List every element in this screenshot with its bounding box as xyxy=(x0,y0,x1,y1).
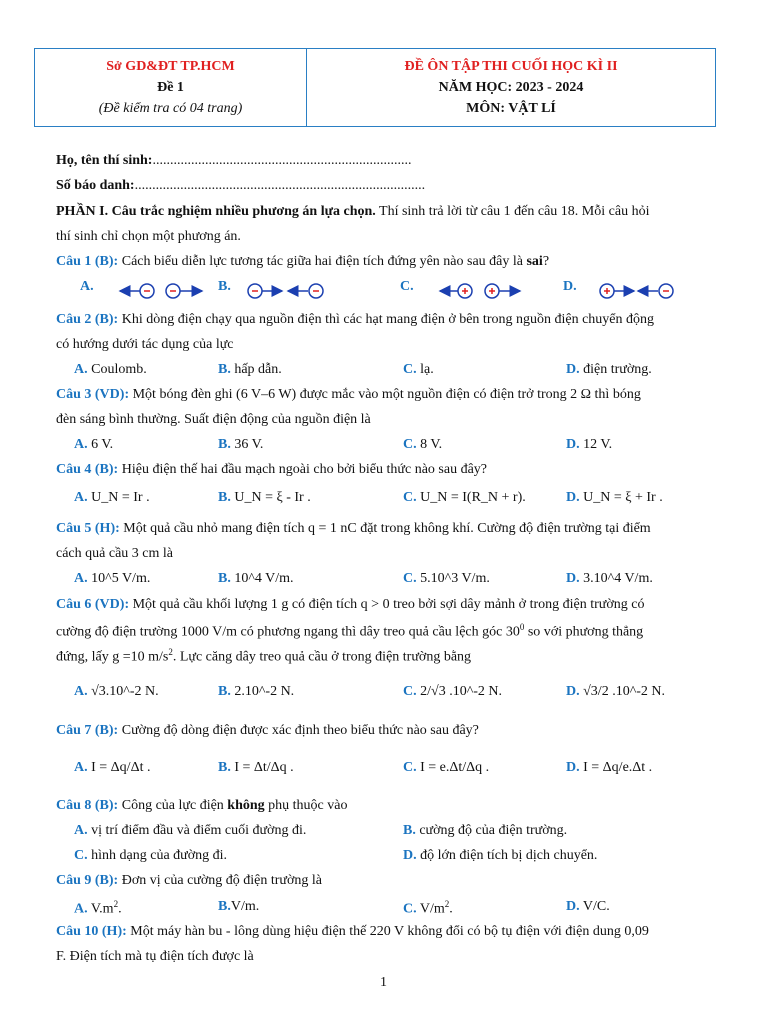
q9-option-b[interactable] xyxy=(218,899,259,915)
q6-option-a-value: √3.10^-2 N. xyxy=(91,684,159,699)
q5-option-c[interactable] xyxy=(403,571,490,587)
student-id-line xyxy=(56,178,425,194)
q5-option-b-key: B. xyxy=(218,571,231,586)
q8-option-c-key: C. xyxy=(74,848,88,863)
q9-option-d-key: D. xyxy=(566,899,580,914)
q9-option-d[interactable] xyxy=(566,899,610,915)
question-9 xyxy=(56,873,322,889)
page-number: 1 xyxy=(380,975,387,990)
question-6-text: Một quả cầu khối lượng 1 g có điện tích q > 0 treo bởi sợi dây mảnh ở trong điện trường có xyxy=(129,597,645,612)
header-left xyxy=(35,49,307,126)
question-8-emphasis: không xyxy=(227,798,265,813)
q3-option-b-key: B. xyxy=(218,437,231,452)
q4-option-b-formula: U_N = ξ - Ir . xyxy=(234,490,311,505)
q2-option-c[interactable] xyxy=(403,362,434,378)
question-8-text: Công của lực điện xyxy=(118,798,228,813)
question-2 xyxy=(56,312,654,328)
q2-option-d-text: điện trường. xyxy=(579,362,652,377)
q4-option-c-formula: U_N = I(R_N + r). xyxy=(420,490,526,505)
question-9-text: Đơn vị của cường độ điện trường là xyxy=(118,873,323,888)
q3-option-c-text: 8 V. xyxy=(416,437,443,452)
q6-option-c-value: 2/√3 .10^-2 N. xyxy=(420,684,503,699)
q1-diagram-a xyxy=(110,280,210,302)
student-name-label: Họ, tên thí sinh: xyxy=(56,153,153,168)
q4-option-d[interactable] xyxy=(566,490,663,506)
q8-option-d-key: D. xyxy=(403,848,417,863)
part1-title: PHẦN I. Câu trắc nghiệm nhiều phương án lựa chọn. xyxy=(56,204,376,219)
q9-option-c-text: V/m xyxy=(416,901,445,917)
q2-option-a-text: Coulomb. xyxy=(87,362,147,377)
q2-option-d[interactable] xyxy=(566,362,652,378)
q6-option-d[interactable] xyxy=(566,684,665,700)
q4-option-a-key: A. xyxy=(74,490,88,505)
question-7-label: Câu 7 (B): xyxy=(56,723,119,738)
squared-superscript: 2 xyxy=(113,899,119,909)
question-1-text: Cách biểu diễn lực tương tác giữa hai điện tích đứng yên nào sau đây là xyxy=(118,254,527,269)
question-10 xyxy=(56,924,649,940)
question-6-line3-end: . Lực căng dây treo quả cầu ở trong điện trường bằng xyxy=(172,649,472,665)
q8-option-b[interactable] xyxy=(403,823,567,839)
q8-option-c[interactable] xyxy=(74,848,227,864)
student-id-dots: ................................................................................... xyxy=(134,178,426,193)
exam-code: Đề 1 xyxy=(157,80,184,95)
q7-option-b-formula: I = Δt/Δq . xyxy=(234,760,294,775)
q2-option-b[interactable] xyxy=(218,362,282,378)
question-6-text-2 xyxy=(56,622,643,641)
question-4 xyxy=(56,462,487,478)
q9-option-a-key: A. xyxy=(74,901,88,917)
header-right xyxy=(307,49,715,126)
q1-diagram-b xyxy=(244,280,334,302)
q7-option-a-key: A. xyxy=(74,760,88,775)
q4-option-a-formula: U_N = Ir . xyxy=(91,490,150,505)
q9-option-a[interactable]: A. $V.m^2$. xyxy=(74,899,122,917)
q6-option-b-key: B. xyxy=(218,684,231,699)
q9-option-b-text: V/m. xyxy=(230,899,260,914)
question-7 xyxy=(56,723,479,739)
q2-option-a[interactable] xyxy=(74,362,147,378)
q8-option-b-text: cường độ của điện trường. xyxy=(415,823,568,838)
q7-option-b-key: B. xyxy=(218,760,231,775)
q5-option-b-value: 10^4 V/m. xyxy=(234,571,294,586)
subject: MÔN: VẬT LÍ xyxy=(466,101,556,116)
q4-option-c[interactable] xyxy=(403,490,526,506)
q6-option-c[interactable] xyxy=(403,684,502,700)
question-3-text: Một bóng đèn ghi (6 V–6 W) được mắc vào một nguồn điện có điện trở trong 2 Ω thì bóng xyxy=(129,387,641,402)
question-5 xyxy=(56,521,651,537)
q3-option-a[interactable] xyxy=(74,437,113,453)
q5-option-a-key: A. xyxy=(74,571,88,586)
question-6-text-3 xyxy=(56,647,471,666)
q3-option-c-key: C. xyxy=(403,437,417,452)
question-2-text: Khi dòng điện chạy qua nguồn điện thì các hạt mang điện ở bên trong nguồn điện chuyển động xyxy=(118,312,655,327)
question-4-label: Câu 4 (B): xyxy=(56,462,119,477)
exam-header xyxy=(34,48,716,127)
q2-option-d-key: D. xyxy=(566,362,580,377)
question-2-label: Câu 2 (B): xyxy=(56,312,119,327)
question-1-end: ? xyxy=(542,254,550,269)
q2-option-b-text: hấp dẫn. xyxy=(230,362,282,377)
q1-option-c-key[interactable]: C. xyxy=(400,279,414,294)
question-5-text: Một quả cầu nhỏ mang điện tích q = 1 nC đặt trong không khí. Cường độ điện trường tại điểm xyxy=(119,521,651,536)
q6-option-c-key: C. xyxy=(403,684,417,699)
question-6 xyxy=(56,597,645,613)
part1-instruction-2: thí sinh chỉ chọn một phương án. xyxy=(56,229,241,244)
question-5-label: Câu 5 (H): xyxy=(56,521,120,536)
question-6-line2-end: so với phương thẳng xyxy=(524,624,644,640)
q8-option-d[interactable] xyxy=(403,848,597,864)
q6-option-b[interactable] xyxy=(218,684,294,700)
q7-option-a-formula: I = Δq/Δt . xyxy=(91,760,151,775)
question-9-label: Câu 9 (B): xyxy=(56,873,119,888)
q5-option-c-key: C. xyxy=(403,571,417,586)
q4-option-b-key: B. xyxy=(218,490,231,505)
q6-option-b-value: 2.10^-2 N. xyxy=(234,684,295,699)
q4-option-d-formula: U_N = ξ + Ir . xyxy=(583,490,663,505)
question-2-text-2: có hướng dưới tác dụng của lực xyxy=(56,337,234,352)
q2-option-c-text: lạ. xyxy=(416,362,434,377)
question-4-text: Hiệu điện thế hai đầu mạch ngoài cho bởi biểu thức nào sau đây? xyxy=(118,462,487,477)
q8-option-b-key: B. xyxy=(403,823,416,838)
q4-option-b[interactable] xyxy=(218,490,311,506)
q5-option-d[interactable] xyxy=(566,571,653,587)
q4-option-c-key: C. xyxy=(403,490,417,505)
q9-option-a-text: V.m xyxy=(87,901,114,917)
exam-title: ĐỀ ÔN TẬP THI CUỐI HỌC KÌ II xyxy=(404,59,618,74)
part1-heading xyxy=(56,204,649,220)
page-count-note: (Đề kiểm tra có 04 trang) xyxy=(98,101,243,116)
part1-instruction: Thí sinh trả lời từ câu 1 đến câu 18. Mỗi câu hỏi xyxy=(375,204,650,219)
q5-option-a[interactable] xyxy=(74,571,150,587)
q5-option-d-key: D. xyxy=(566,571,580,586)
q1-diagram-d xyxy=(596,280,686,302)
q5-option-d-value: 3.10^4 V/m. xyxy=(583,571,653,586)
q3-option-a-key: A. xyxy=(74,437,88,452)
student-id-label: Số báo danh: xyxy=(56,178,135,193)
question-10-label: Câu 10 (H): xyxy=(56,924,127,939)
q7-option-d[interactable] xyxy=(566,760,652,776)
q8-option-d-text: độ lớn điện tích bị dịch chuyển. xyxy=(416,848,598,863)
q7-option-a[interactable] xyxy=(74,760,150,776)
question-7-text: Cường độ dòng điện được xác định theo biểu thức nào sau đây? xyxy=(118,723,479,738)
q4-option-d-key: D. xyxy=(566,490,580,505)
squared-superscript: 2 xyxy=(168,647,173,657)
q6-option-a-key: A. xyxy=(74,684,88,699)
squared-superscript: 2 xyxy=(444,899,450,909)
q9-option-d-text: V/C. xyxy=(579,899,610,914)
q3-option-a-text: 6 V. xyxy=(87,437,114,452)
q1-diagram-c xyxy=(436,280,526,302)
q3-option-b[interactable] xyxy=(218,437,263,453)
question-10-text: Một máy hàn bu - lông dùng hiệu điện thế 220 V không đổi có bộ tụ điện với điện dung 0,09 xyxy=(126,924,649,939)
q5-option-c-value: 5.10^3 V/m. xyxy=(420,571,490,586)
question-8 xyxy=(56,798,347,814)
q7-option-c-formula: I = e.Δt/Δq . xyxy=(420,760,490,775)
q7-option-c[interactable] xyxy=(403,760,489,776)
question-6-line3-start: đứng, lấy g =10 m/s xyxy=(56,649,169,665)
question-1 xyxy=(56,254,549,270)
q9-option-c-key: C. xyxy=(403,901,417,917)
q5-option-b[interactable] xyxy=(218,571,294,587)
question-5-text-2: cách quả cầu 3 cm là xyxy=(56,546,173,561)
question-10-text-2: F. Điện tích mà tụ điện tích được là xyxy=(56,949,254,964)
q6-option-a[interactable] xyxy=(74,684,159,700)
question-1-label: Câu 1 (B): xyxy=(56,254,119,269)
q7-option-b[interactable] xyxy=(218,760,294,776)
q7-option-d-formula: I = Δq/e.Δt . xyxy=(583,760,653,775)
q2-option-a-key: A. xyxy=(74,362,88,377)
question-3-label: Câu 3 (VD): xyxy=(56,387,130,402)
q8-option-a-text: vị trí điểm đầu và điểm cuối đường đi. xyxy=(87,823,307,838)
q6-option-d-value: √3/2 .10^-2 N. xyxy=(583,684,666,699)
q3-option-d[interactable] xyxy=(566,437,612,453)
q8-option-a[interactable] xyxy=(74,823,306,839)
question-3-text-2: đèn sáng bình thường. Suất điện động của nguồn điện là xyxy=(56,412,371,427)
q6-option-d-key: D. xyxy=(566,684,580,699)
q3-option-b-text: 36 V. xyxy=(230,437,264,452)
school-year: NĂM HỌC: 2023 - 2024 xyxy=(438,80,584,95)
q2-option-b-key: B. xyxy=(218,362,231,377)
q2-option-c-key: C. xyxy=(403,362,417,377)
q9-option-c[interactable]: C. $V/m^2$. xyxy=(403,899,453,917)
question-6-line2-start: cường độ điện trường 1000 V/m có phương ngang thì dây treo quả cầu lệch góc 30 xyxy=(56,624,520,640)
degree-superscript: 0 xyxy=(519,622,525,632)
q9-option-b-key: B. xyxy=(218,899,231,914)
q3-option-c[interactable] xyxy=(403,437,442,453)
question-6-label: Câu 6 (VD): xyxy=(56,597,130,612)
q7-option-d-key: D. xyxy=(566,760,580,775)
q1-option-d-key[interactable]: D. xyxy=(563,279,577,294)
q1-option-b-key[interactable]: B. xyxy=(218,279,231,294)
q3-option-d-key: D. xyxy=(566,437,580,452)
question-8-end: phụ thuộc vào xyxy=(264,798,348,813)
question-1-emphasis: sai xyxy=(526,254,543,269)
q7-option-c-key: C. xyxy=(403,760,417,775)
q4-option-a[interactable] xyxy=(74,490,150,506)
q8-option-a-key: A. xyxy=(74,823,88,838)
q5-option-a-value: 10^5 V/m. xyxy=(91,571,151,586)
department-name: Sở GD&ĐT TP.HCM xyxy=(106,59,235,74)
q3-option-d-text: 12 V. xyxy=(579,437,613,452)
question-3 xyxy=(56,387,641,403)
student-name-dots: .......................................................................... xyxy=(152,153,412,168)
q1-option-a-key[interactable]: A. xyxy=(80,279,94,294)
student-name-line xyxy=(56,153,411,169)
question-8-label: Câu 8 (B): xyxy=(56,798,119,813)
q8-option-c-text: hình dạng của đường đi. xyxy=(87,848,228,863)
